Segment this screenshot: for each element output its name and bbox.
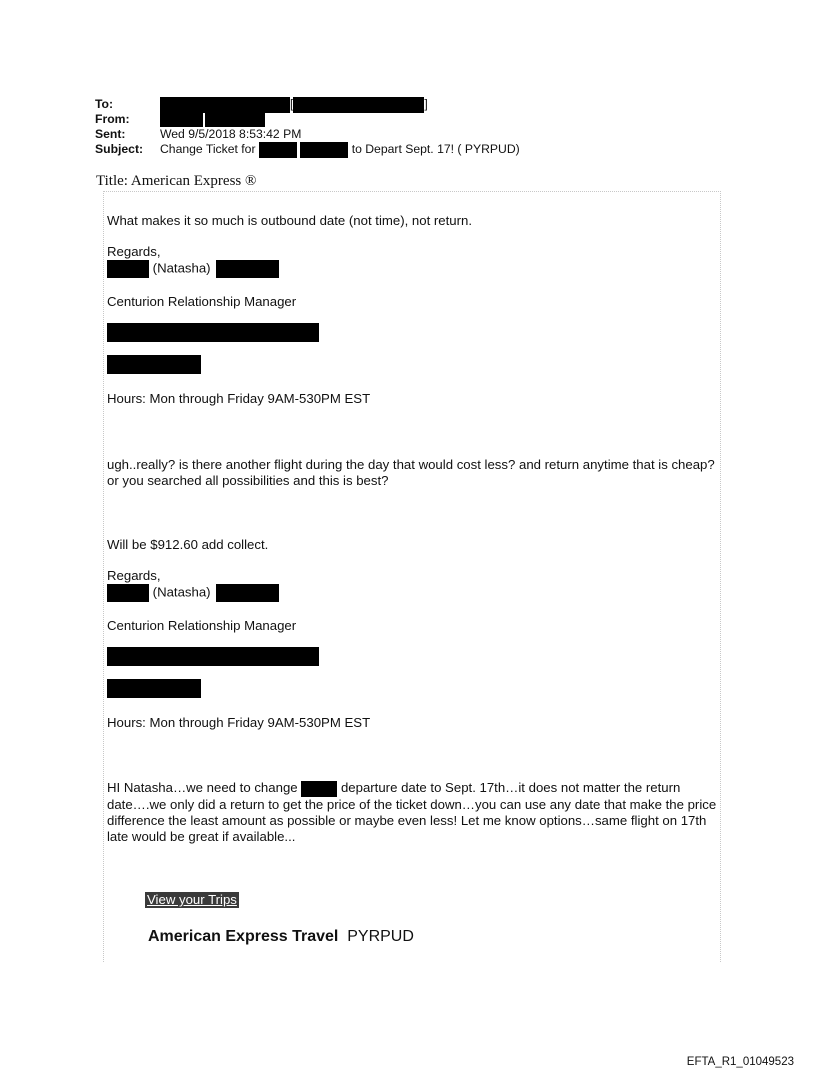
redacted-sender-first	[160, 112, 203, 127]
redacted-contact-1a	[107, 323, 319, 342]
role-2: Centurion Relationship Manager	[107, 618, 297, 633]
hours-1: Hours: Mon through Friday 9AM-530PM EST	[107, 391, 371, 406]
regards-1: Regards,	[107, 244, 161, 259]
to-line	[95, 97, 428, 113]
redacted-contact-2b	[107, 679, 201, 698]
redacted-subject-name1	[259, 142, 297, 158]
reply-2-text: What makes it so much is outbound date (not time), not return.	[107, 213, 473, 228]
brand-name: American Express Travel	[148, 928, 339, 945]
original-part1: HI Natasha…we need to change	[107, 780, 298, 795]
from-label: From:	[95, 112, 130, 126]
sent-value: Wed 9/5/2018 8:53:42 PM	[160, 127, 302, 141]
redacted-recipient-email	[293, 97, 424, 113]
natasha-2: (Natasha)	[152, 584, 211, 600]
signature-2	[107, 568, 719, 602]
role-1: Centurion Relationship Manager	[107, 294, 297, 309]
redacted-first-name-1	[107, 260, 149, 278]
footer-document-id: EFTA_R1_01049523	[686, 1056, 794, 1068]
redacted-contact-2a	[107, 647, 319, 666]
bracket-open: [	[290, 97, 294, 112]
bracket-close: ]	[424, 97, 428, 112]
sent-line	[95, 127, 301, 141]
redacted-sender-last	[205, 112, 265, 127]
regards-2: Regards,	[107, 568, 161, 583]
brand-line	[148, 928, 414, 946]
subject-part1: Change Ticket for	[160, 142, 256, 157]
subject-label: Subject:	[95, 142, 144, 157]
to-label: To:	[95, 97, 114, 112]
brand-code: PYRPUD	[347, 928, 414, 945]
redacted-traveler-name	[301, 781, 337, 797]
signature-1	[107, 244, 719, 278]
signature-name-line-1	[107, 260, 719, 278]
email-title: Title: American Express ®	[96, 173, 257, 189]
original-message	[107, 780, 719, 845]
question-text: ugh..really? is there another flight during the day that would cost less? and return anytime that is cheap? or you searched all possibilities and this is best?	[107, 457, 715, 488]
subject-line	[95, 142, 520, 158]
redacted-first-name-2	[107, 584, 149, 602]
redacted-last-name-1	[216, 260, 279, 278]
redacted-recipient-name	[160, 97, 290, 113]
sent-label: Sent:	[95, 127, 126, 141]
natasha-1: (Natasha)	[152, 260, 211, 276]
from-line	[95, 112, 265, 127]
redacted-subject-name2	[300, 142, 348, 158]
redacted-contact-1b	[107, 355, 201, 374]
subject-part2: to Depart Sept. 17! ( PYRPUD)	[351, 142, 520, 157]
hours-2: Hours: Mon through Friday 9AM-530PM EST	[107, 715, 371, 730]
redacted-last-name-2	[216, 584, 279, 602]
original-part2: departure date to Sept. 17th…it does not matter the return date….we only did a return to get the price of the ticket down…you can use any date that make the price difference the least amount as possible or maybe even less! Let me know options…same flight on 17th late would be great if available...	[107, 780, 717, 844]
reply-1-text: Will be $912.60 add collect.	[107, 537, 269, 552]
view-trips-link[interactable]: View your Trips	[147, 892, 237, 907]
signature-name-line-2	[107, 584, 719, 602]
